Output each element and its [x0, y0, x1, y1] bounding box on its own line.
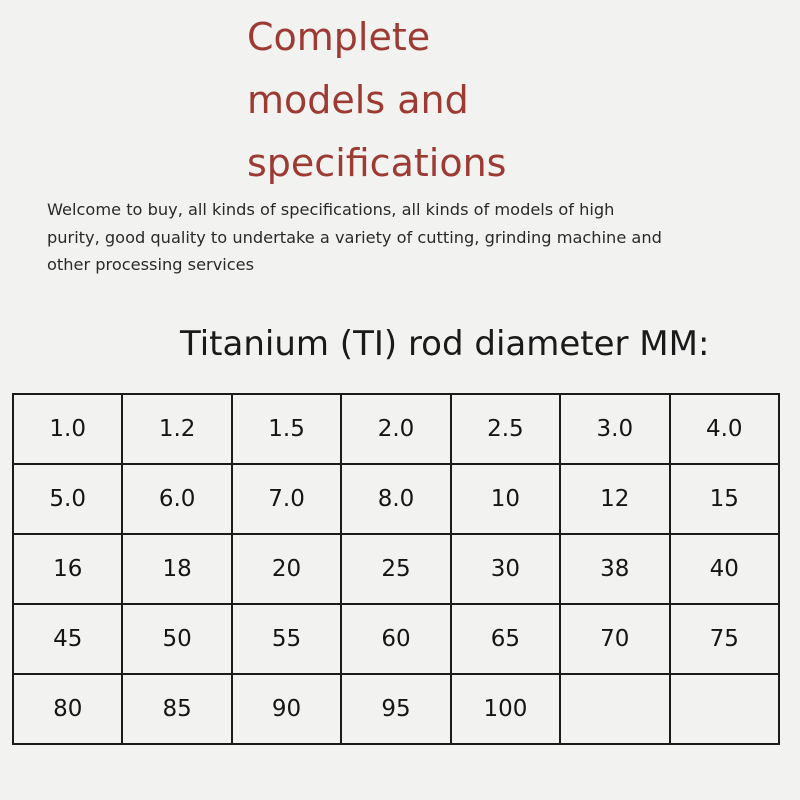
table-cell: 18: [122, 534, 231, 604]
table-cell: 70: [560, 604, 669, 674]
table-row: [13, 394, 779, 464]
intro-line: Welcome to buy, all kinds of specifications, all kinds of models of high: [47, 200, 615, 219]
intro-line: purity, good quality to undertake a variety of cutting, grinding machine and: [47, 227, 662, 247]
table-cell: 10: [451, 464, 560, 534]
table-cell: 75: [670, 604, 779, 674]
table-cell: 55: [232, 604, 341, 674]
table-row: [13, 534, 779, 604]
table-cell: 80: [13, 674, 122, 744]
page-heading: [247, 6, 506, 195]
heading-line: specifications: [247, 141, 507, 185]
table-cell: 4.0: [670, 394, 779, 464]
table-cell: 60: [341, 604, 450, 674]
table-cell: 12: [560, 464, 669, 534]
table-cell: 45: [13, 604, 122, 674]
heading-line: Complete: [247, 15, 431, 59]
table-cell: 8.0: [341, 464, 450, 534]
table-cell: 50: [122, 604, 231, 674]
table-cell: 16: [13, 534, 122, 604]
table-cell: 100: [451, 674, 560, 744]
table-cell: 30: [451, 534, 560, 604]
table-cell: 25: [341, 534, 450, 604]
table-cell: 1.5: [232, 394, 341, 464]
table-cell: 65: [451, 604, 560, 674]
intro-line: other processing services: [47, 255, 255, 274]
table-row: [13, 674, 779, 744]
table-cell: 6.0: [122, 464, 231, 534]
diameter-table: [12, 393, 780, 745]
heading-line: models and: [247, 78, 469, 122]
table-cell: 3.0: [560, 394, 669, 464]
table-cell: [670, 674, 779, 744]
table-row: [13, 604, 779, 674]
intro-paragraph: [47, 196, 767, 279]
table-cell: 1.0: [13, 394, 122, 464]
table-row: [13, 464, 779, 534]
table-cell: 2.0: [341, 394, 450, 464]
table-cell: 7.0: [232, 464, 341, 534]
table-cell: 2.5: [451, 394, 560, 464]
table-cell: 95: [341, 674, 450, 744]
table-cell: 40: [670, 534, 779, 604]
table-cell: 1.2: [122, 394, 231, 464]
table-cell: 38: [560, 534, 669, 604]
table-cell: 15: [670, 464, 779, 534]
table-cell: [560, 674, 669, 744]
table-cell: 90: [232, 674, 341, 744]
table-cell: 5.0: [13, 464, 122, 534]
table-title: Titanium (TI) rod diameter MM:: [180, 324, 710, 364]
table-cell: 85: [122, 674, 231, 744]
table-cell: 20: [232, 534, 341, 604]
